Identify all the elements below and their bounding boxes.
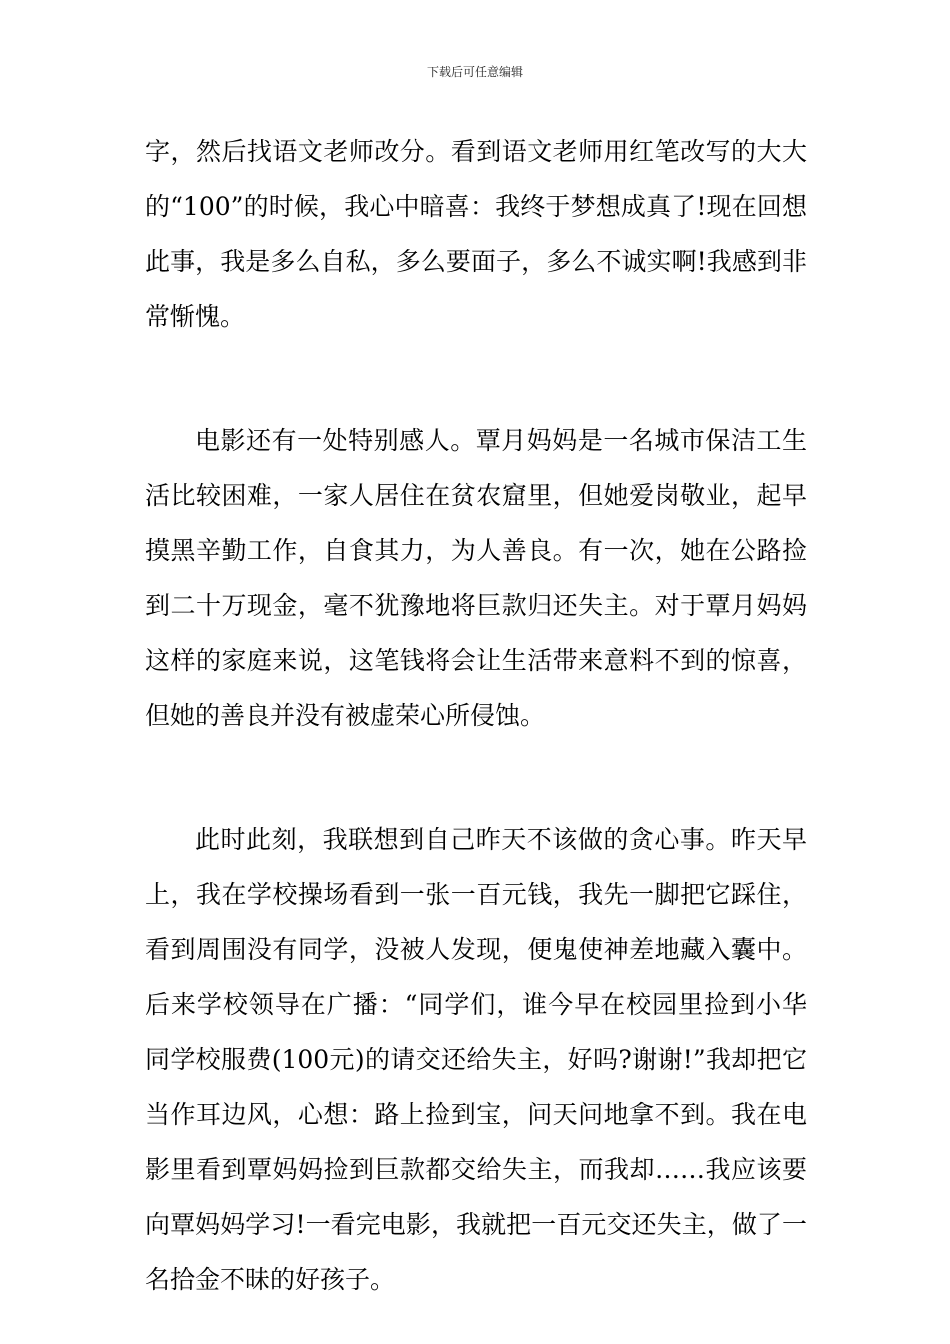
document-body	[145, 124, 807, 1307]
paragraph-3: 此时此刻，我联想到自己昨天不该做的贪心事。昨天早上，我在学校操场看到一张一百元钱，我先一脚把它踩住，看到周围没有同学，没被人发现，便鬼使神差地藏入囊中。后来学校领导在广播：“同学们，谁今早在校园里捡到小华同学校服费(100元)的请交还给失主，好吗?谢谢!”我却把它当作耳边风，心想：路上捡到宝，问天问地拿不到。我在电影里看到覃妈妈捡到巨款都交给失主，而我却……我应该要向覃妈妈学习!一看完电影，我就把一百元交还失主，做了一名拾金不昧的好孩子。	[145, 825, 807, 1294]
paragraph-1: 字，然后找语文老师改分。看到语文老师用红笔改写的大大的“100”的时候，我心中暗喜：我终于梦想成真了!现在回想此事，我是多么自私，多么要面子，多么不诚实啊!我感到非常惭愧。	[145, 137, 807, 331]
paragraph-gap	[145, 743, 807, 812]
paragraph-gap	[145, 344, 807, 413]
paragraph-2: 电影还有一处特别感人。覃月妈妈是一名城市保洁工生活比较困难，一家人居住在贫农窟里，但她爱岗敬业，起早摸黑辛勤工作，自食其力，为人善良。有一次，她在公路捡到二十万现金，毫不犹豫地将巨款归还失主。对于覃月妈妈这样的家庭来说，这笔钱将会让生活带来意料不到的惊喜，但她的善良并没有被虚荣心所侵蚀。	[145, 426, 807, 730]
page-header: 下载后可任意编辑	[426, 65, 523, 79]
